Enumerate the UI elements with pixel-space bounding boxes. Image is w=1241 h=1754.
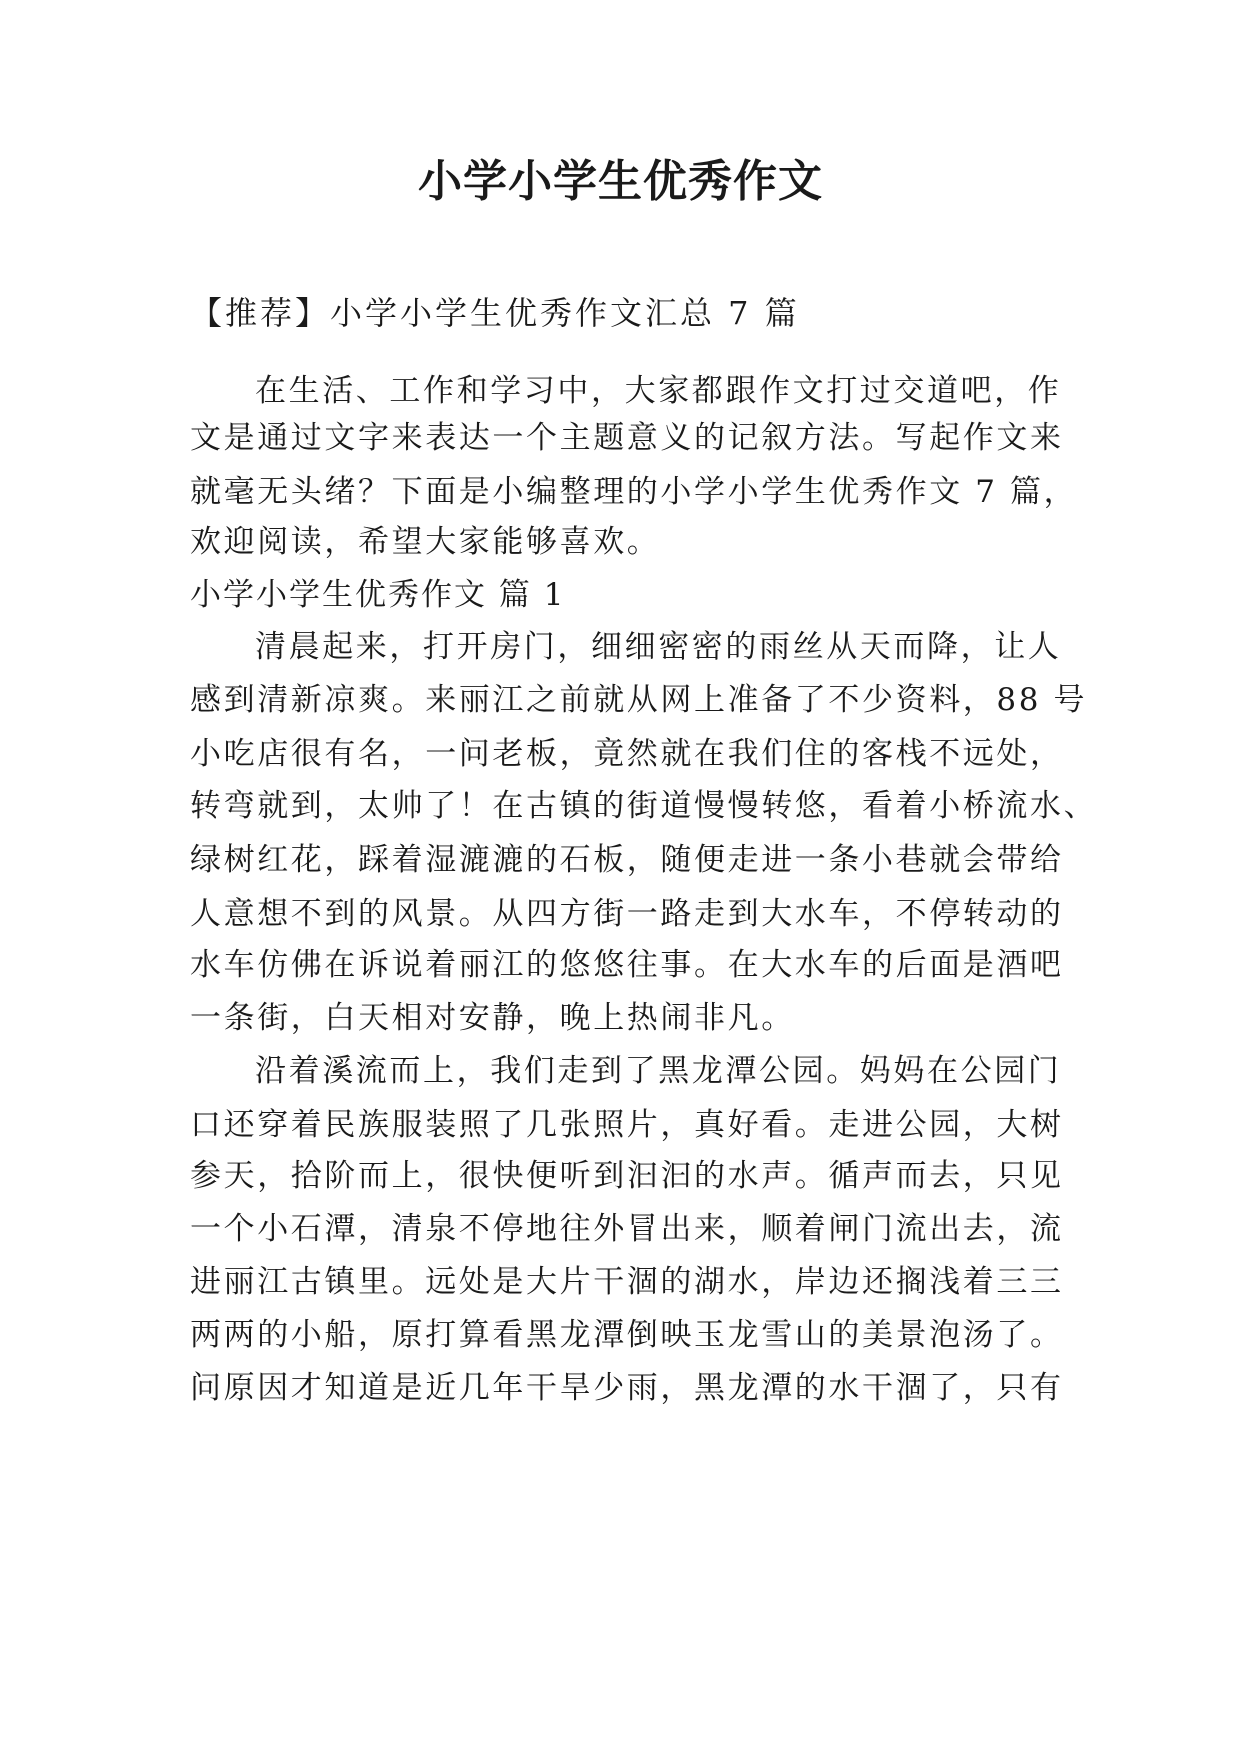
document-title: 小学小学生优秀作文 (418, 156, 823, 207)
paragraph-line: 一条街，白天相对安静，晚上热闹非凡。 (190, 1000, 795, 1036)
paragraph-line: 参天，拾阶而上，很快便听到汩汩的水声。循声而去，只见 (190, 1158, 1064, 1194)
paragraph-line: 绿树红花，踩着湿漉漉的石板，随便走进一条小巷就会带给 (190, 842, 1064, 878)
paragraph-line: 人意想不到的风景。从四方街一路走到大水车，不停转动的 (190, 896, 1064, 932)
paragraph-line: 进丽江古镇里。远处是大片干涸的湖水，岸边还搁浅着三三 (190, 1264, 1064, 1300)
section-heading: 小学小学生优秀作文 篇 1 (190, 577, 566, 613)
paragraph-line: 一个小石潭，清泉不停地往外冒出来，顺着闸门流出去，流 (190, 1211, 1064, 1247)
intro-line: 文是通过文字来表达一个主题意义的记叙方法。写起作文来 (190, 420, 1064, 456)
paragraph-line: 沿着溪流而上，我们走到了黑龙潭公园。妈妈在公园门 (255, 1053, 1062, 1089)
paragraph-line: 小吃店很有名，一问老板，竟然就在我们住的客栈不远处， (190, 736, 1064, 772)
intro-line: 在生活、工作和学习中，大家都跟作文打过交道吧，作 (255, 373, 1062, 409)
paragraph-line: 转弯就到，太帅了！在古镇的街道慢慢转悠，看着小桥流水、 (190, 788, 1098, 824)
paragraph-line: 两两的小船，原打算看黑龙潭倒映玉龙雪山的美景泡汤了。 (190, 1317, 1064, 1353)
paragraph-line: 清晨起来，打开房门，细细密密的雨丝从天而降，让人 (255, 629, 1062, 665)
paragraph-line: 感到清新凉爽。来丽江之前就从网上准备了不少资料，88 号 (190, 682, 1088, 718)
paragraph-line: 问原因才知道是近几年干旱少雨，黑龙潭的水干涸了，只有 (190, 1370, 1064, 1406)
intro-line: 欢迎阅读，希望大家能够喜欢。 (190, 524, 661, 560)
document-subtitle: 【推荐】小学小学生优秀作文汇总 7 篇 (190, 294, 800, 332)
paragraph-line: 口还穿着民族服装照了几张照片，真好看。走进公园，大树 (190, 1107, 1064, 1143)
intro-line: 就毫无头绪？下面是小编整理的小学小学生优秀作文 7 篇， (190, 474, 1078, 510)
paragraph-line: 水车仿佛在诉说着丽江的悠悠往事。在大水车的后面是酒吧 (190, 947, 1064, 983)
